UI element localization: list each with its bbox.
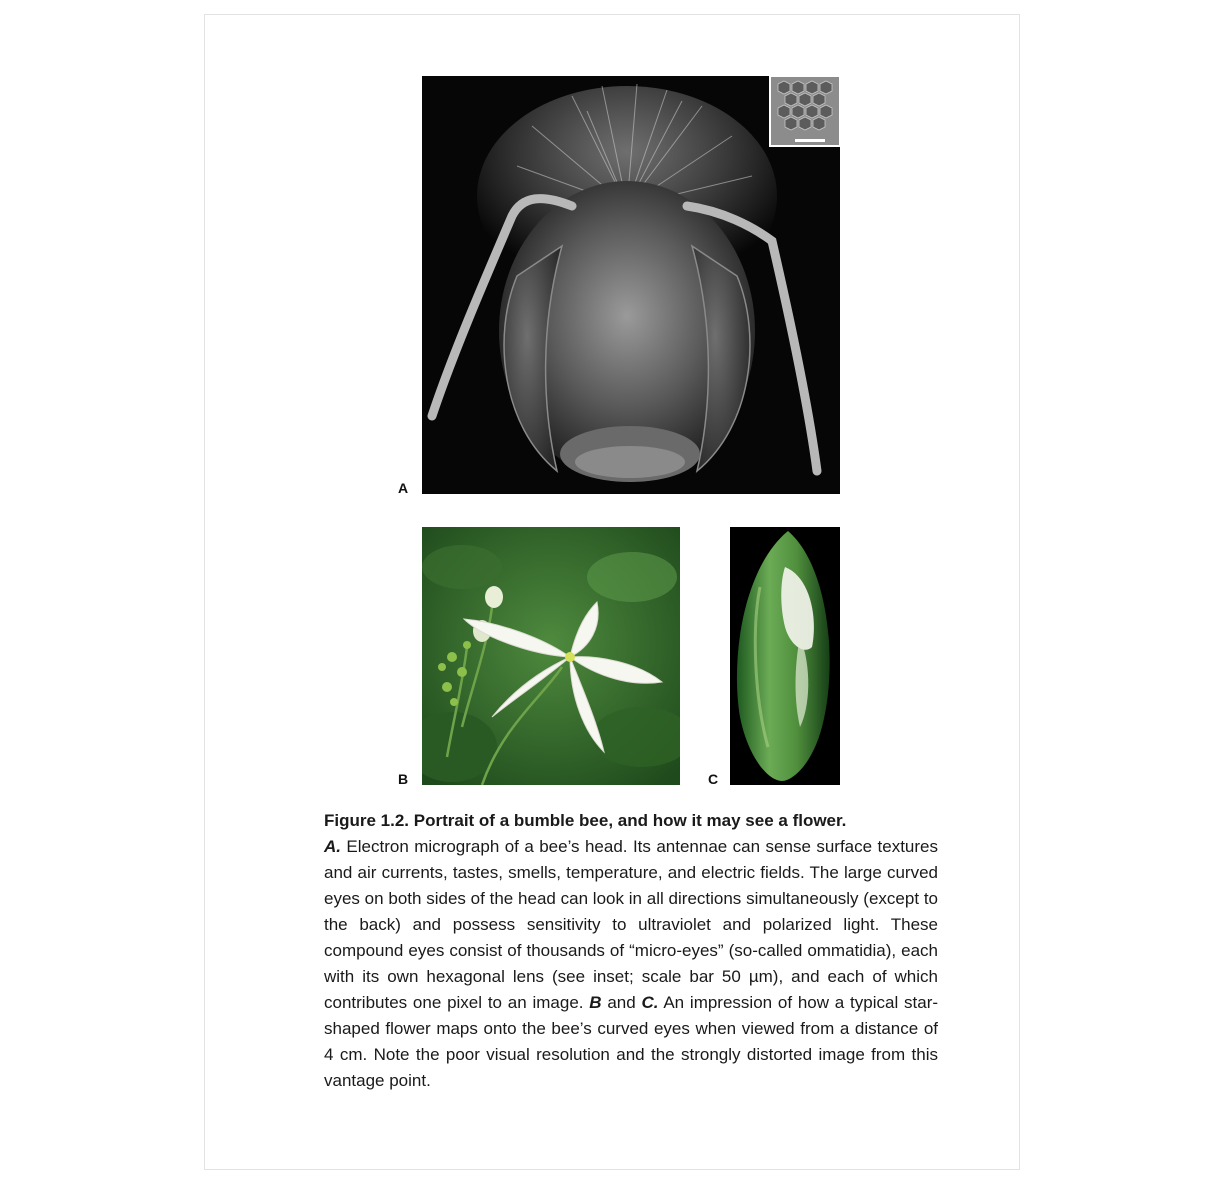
caption-title: Figure 1.2. Portrait of a bumble bee, and how it may see a flower. xyxy=(324,811,847,830)
figure-caption xyxy=(324,808,938,1094)
panel-c-label: C xyxy=(708,771,719,787)
caption-c-marker: C. xyxy=(641,993,659,1012)
caption-bc-text: An impression of how a typical star-shaped flower maps onto the bee’s curved eyes when viewed from a distance of 4 cm. Note the poor visual resolution and the strongly distorted image from this vantage point. xyxy=(324,993,939,1090)
flower-photo xyxy=(422,527,680,785)
bee-eye-view-image xyxy=(730,527,840,785)
panel-b-label: B xyxy=(398,771,409,787)
caption-and-text: and xyxy=(601,993,642,1012)
caption-a-marker: A. xyxy=(324,837,341,856)
caption-a-text: Electron micrograph of a bee’s head. Its antennae can sense surface textures and air currents, tastes, smells, temperature, and electric fields. The large curved eyes on both sides of the head can look in all directions simultaneously (except to the back) and possess sensitivity to ultraviolet and polarized light. These compound eyes consist of thousands of “micro-eyes” (so-called ommatidia), each with its own hexagonal lens (see inset; scale bar 50 µm), and each of which contributes one pixel to an image. xyxy=(324,837,938,1012)
caption-b-marker: B xyxy=(589,993,602,1012)
bee-head-micrograph xyxy=(422,76,840,494)
panel-a-label: A xyxy=(398,480,409,496)
